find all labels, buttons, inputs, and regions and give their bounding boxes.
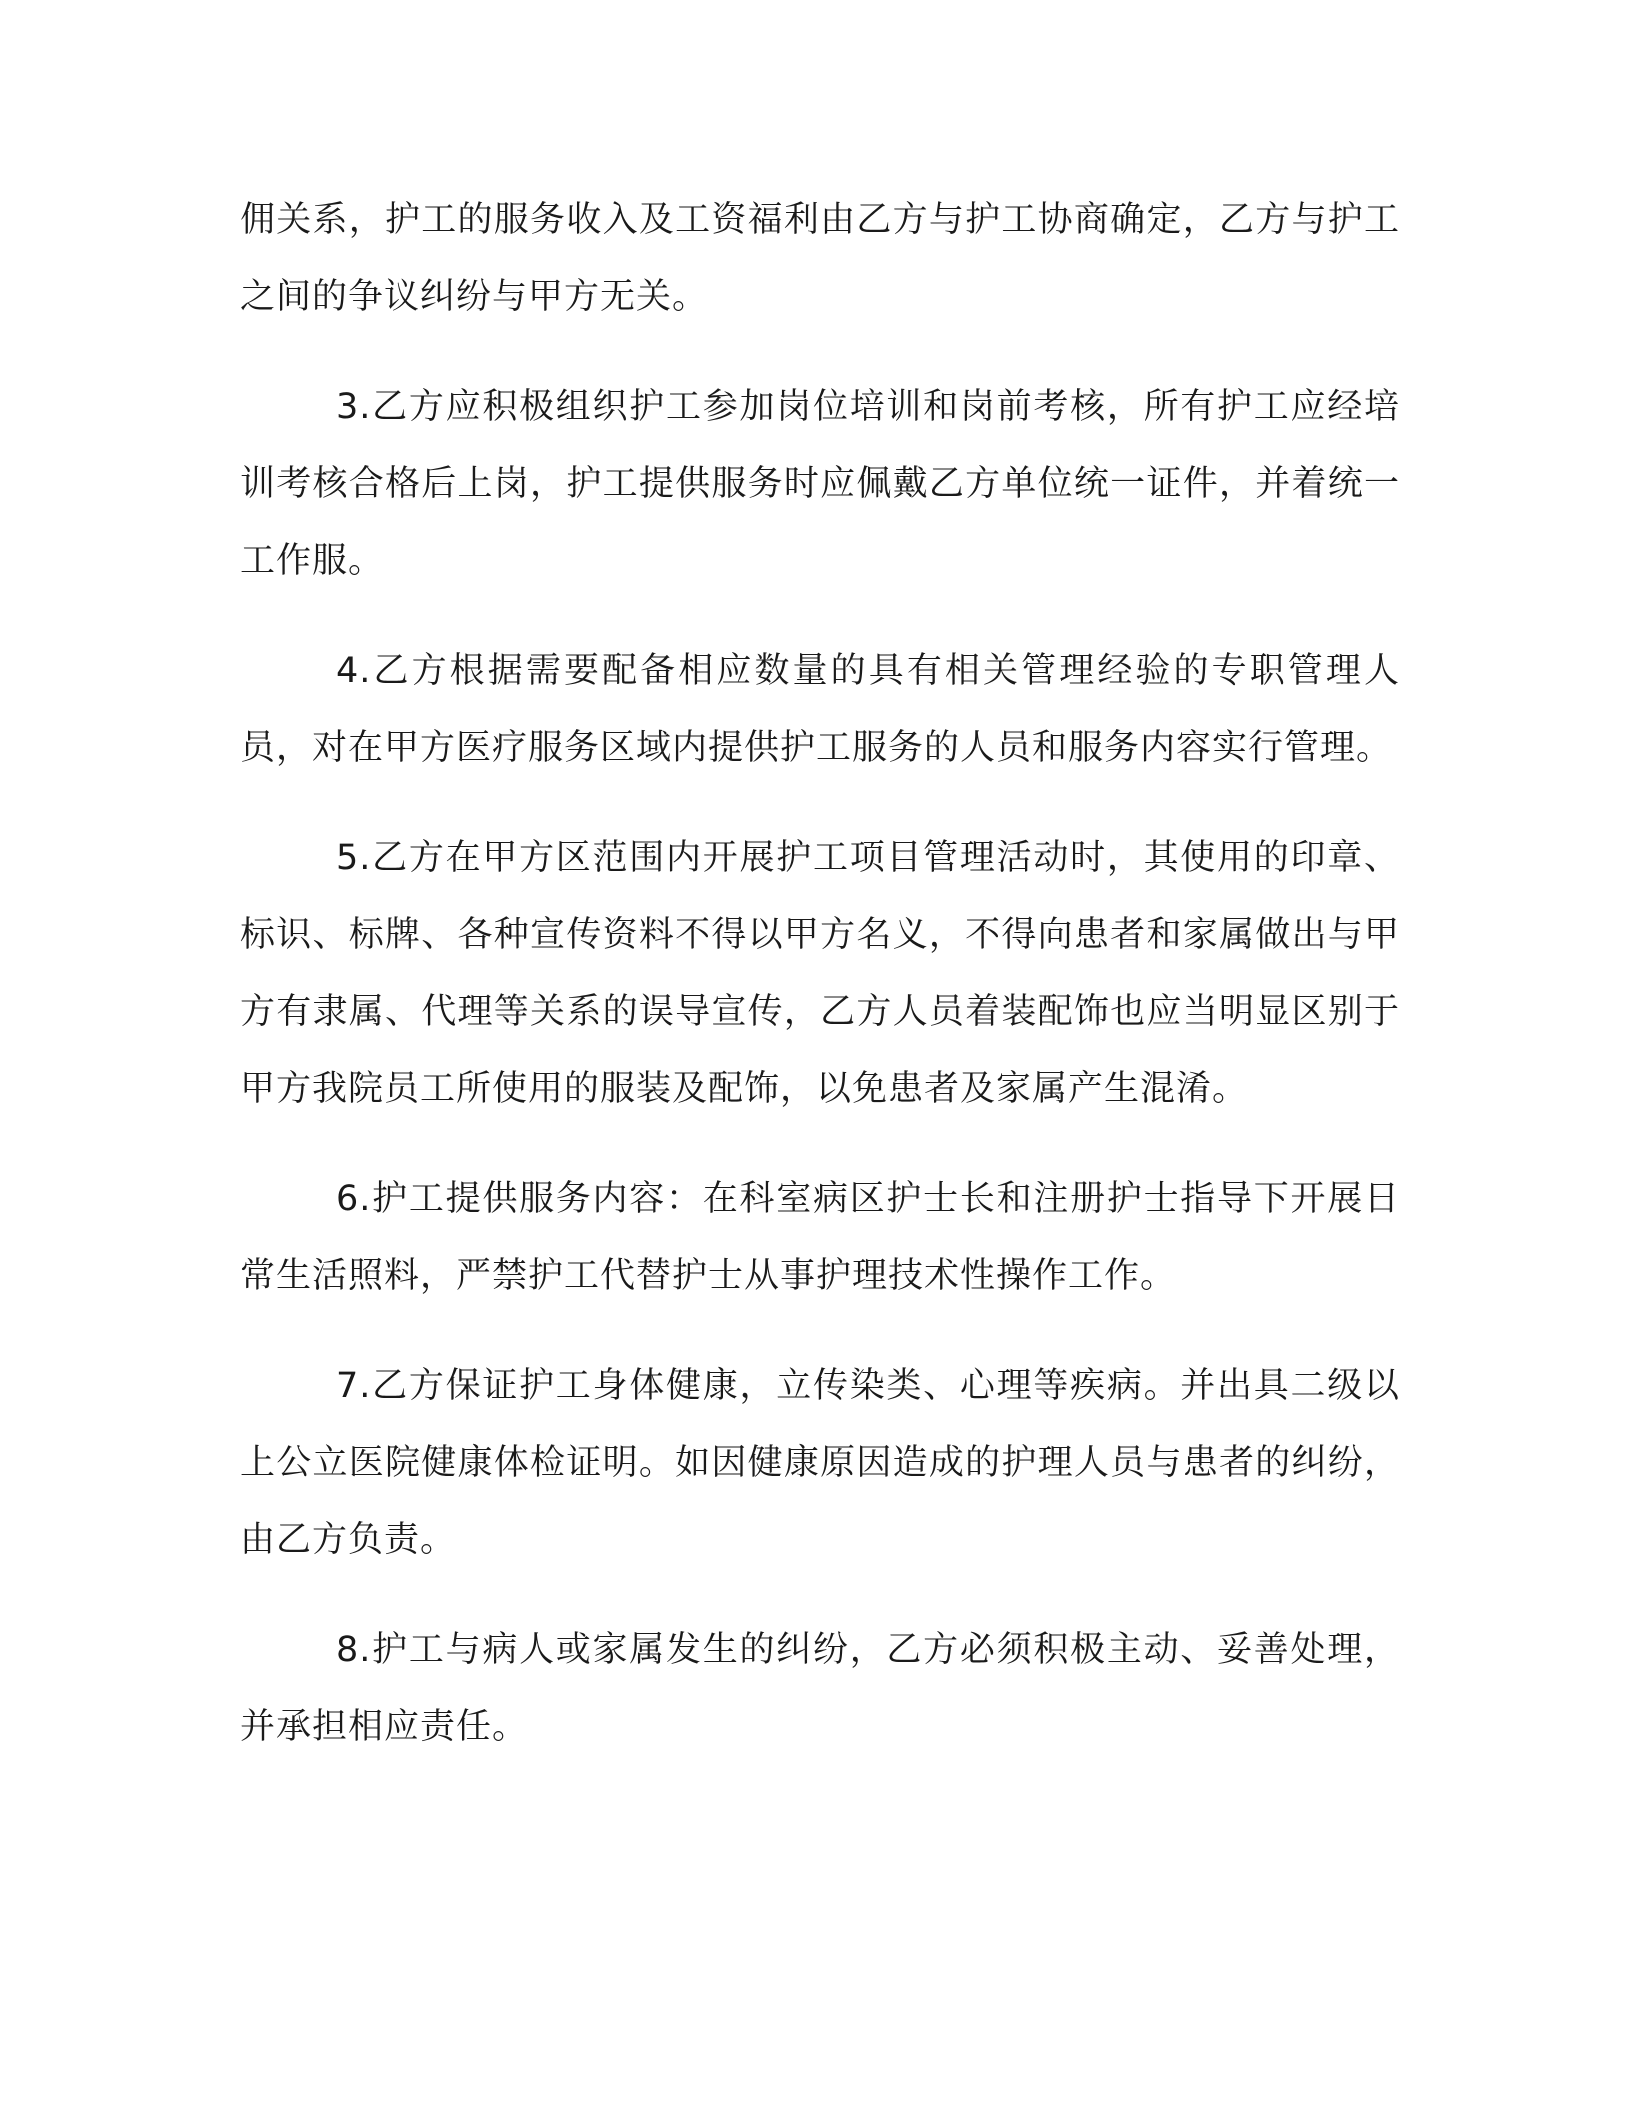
- paragraph-item-8: 8.护工与病人或家属发生的纠纷，乙方必须积极主动、妥善处理，并承担相应责任。: [240, 1630, 1400, 1747]
- paragraph-item-5: 5.乙方在甲方区范围内开展护工项目管理活动时，其使用的印章、标识、标牌、各种宣传资料不得以甲方名义，不得向患者和家属做出与甲方有隶属、代理等关系的误导宣传，乙方人员着装配饰也应当明显区别于甲方我院员工所使用的服装及配饰，以免患者及家属产生混淆。: [240, 838, 1400, 1109]
- document-body: [240, 182, 1400, 1799]
- paragraph-item-7: 7.乙方保证护工身体健康，立传染类、心理等疾病。并出具二级以上公立医院健康体检证明。如因健康原因造成的护理人员与患者的纠纷，由乙方负责。: [240, 1366, 1400, 1560]
- paragraph-item-4: 4.乙方根据需要配备相应数量的具有相关管理经验的专职管理人员，对在甲方医疗服务区域内提供护工服务的人员和服务内容实行管理。: [240, 651, 1400, 768]
- paragraph-continued: 佣关系，护工的服务收入及工资福利由乙方与护工协商确定，乙方与护工之间的争议纠纷与甲方无关。: [240, 200, 1400, 317]
- paragraph-item-3: 3.乙方应积极组织护工参加岗位培训和岗前考核，所有护工应经培训考核合格后上岗，护工提供服务时应佩戴乙方单位统一证件，并着统一工作服。: [240, 387, 1400, 581]
- paragraph-item-6: 6.护工提供服务内容：在科室病区护士长和注册护士指导下开展日常生活照料，严禁护工代替护士从事护理技术性操作工作。: [240, 1179, 1400, 1296]
